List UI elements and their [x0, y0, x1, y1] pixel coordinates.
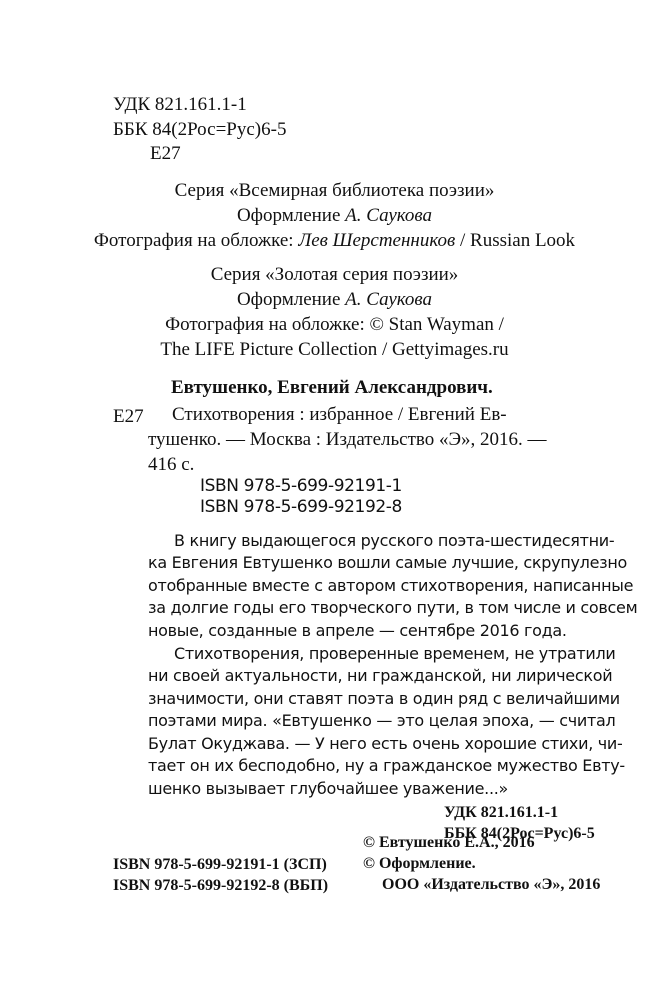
annotation-line: ка Евгения Евтушенко вошли самые лучшие, скрупулезно	[148, 553, 627, 572]
copyright-author: © Евтушенко Е.А., 2016	[363, 834, 535, 851]
series2-photo-line2: The LIFE Picture Collection / Gettyimages.ru	[160, 339, 509, 360]
annotation-paragraph-1	[174, 530, 614, 553]
copyright-design: © Оформление.	[363, 855, 476, 872]
bottom-bbk-code: ББК 84(2Рос=Рус)6-5	[444, 825, 595, 842]
series2-design-name: А. Саукова	[345, 289, 433, 310]
series1-design-name: А. Саукова	[345, 205, 433, 226]
series1-photo-prefix: Фотография на обложке:	[93, 230, 299, 251]
series2-design-prefix: Оформление	[236, 289, 346, 310]
series2-title: Серия «Золотая серия поэзии»	[210, 264, 459, 285]
annotation-paragraph-2	[174, 643, 615, 666]
annotation-line: ни своей актуальности, ни гражданской, ни лирической	[148, 666, 613, 685]
series1-design-prefix: Оформление	[236, 205, 346, 226]
annotation-paragraph-2-cont	[148, 665, 625, 801]
annotation-paragraph-1-cont	[148, 552, 637, 642]
series2-design	[0, 287, 669, 312]
series1-photo-name: Лев Шерстенников	[298, 230, 456, 251]
bib-line1: Стихотворения : избранное / Евгений Ев-	[172, 404, 507, 425]
annotation-line: Булат Окуджава. — У него есть очень хорошие стихи, чи-	[148, 733, 623, 753]
author-sign: Е27	[150, 143, 181, 164]
series1-title: Серия «Всемирная библиотека поэзии»	[174, 180, 495, 201]
series1-photo-suffix: / Russian Look	[455, 230, 576, 251]
bib-line2: тушенко. — Москва : Издательство «Э», 2016. —	[148, 429, 547, 450]
bib-line3: 416 с.	[148, 454, 195, 475]
bib-isbn2: ISBN 978-5-699-92192-8	[200, 497, 402, 517]
bottom-udk-code: УДК 821.161.1-1	[444, 804, 559, 821]
annotation-line: тает он их бесподобно, ну а гражданское мужество Евту-	[148, 756, 625, 776]
bib-author-sign: Е27	[113, 406, 144, 427]
series1-design	[0, 203, 669, 228]
bbk-code: ББК 84(2Рос=Рус)6-5	[113, 119, 287, 140]
annotation-line: шенко вызывает глубочайшее уважение...»	[148, 778, 509, 798]
udk-code: УДК 821.161.1-1	[113, 94, 247, 115]
annotation-line: за долгие годы его творческого пути, в том числе и совсем	[148, 598, 638, 618]
footer-isbn2: ISBN 978-5-699-92192-8 (ВБП)	[113, 877, 329, 894]
author-heading: Евтушенко, Евгений Александрович.	[171, 377, 493, 398]
series1-photo	[0, 228, 669, 253]
copyright-publisher: ООО «Издательство «Э», 2016	[382, 876, 601, 893]
bib-isbn1: ISBN 978-5-699-92191-1	[200, 476, 402, 496]
footer-isbn1: ISBN 978-5-699-92191-1 (ЗСП)	[113, 856, 327, 873]
annotation-line: новые, созданные в апреле — сентябре 2016 года.	[148, 620, 567, 640]
annotation-line: отобранные вместе с автором стихотворения, написанные	[148, 575, 634, 595]
annotation-line: значимости, они ставят поэта в один ряд с величайшими	[148, 688, 620, 708]
annotation-line: В книгу выдающегося русского поэта-шестидесятни-	[174, 531, 615, 550]
annotation-line: Стихотворения, проверенные временем, не утратили	[174, 644, 616, 663]
annotation-line: поэтами мира. «Евтушенко — это целая эпоха, — считал	[148, 711, 616, 731]
series2-photo-line1: Фотография на обложке: © Stan Wayman /	[165, 314, 504, 335]
